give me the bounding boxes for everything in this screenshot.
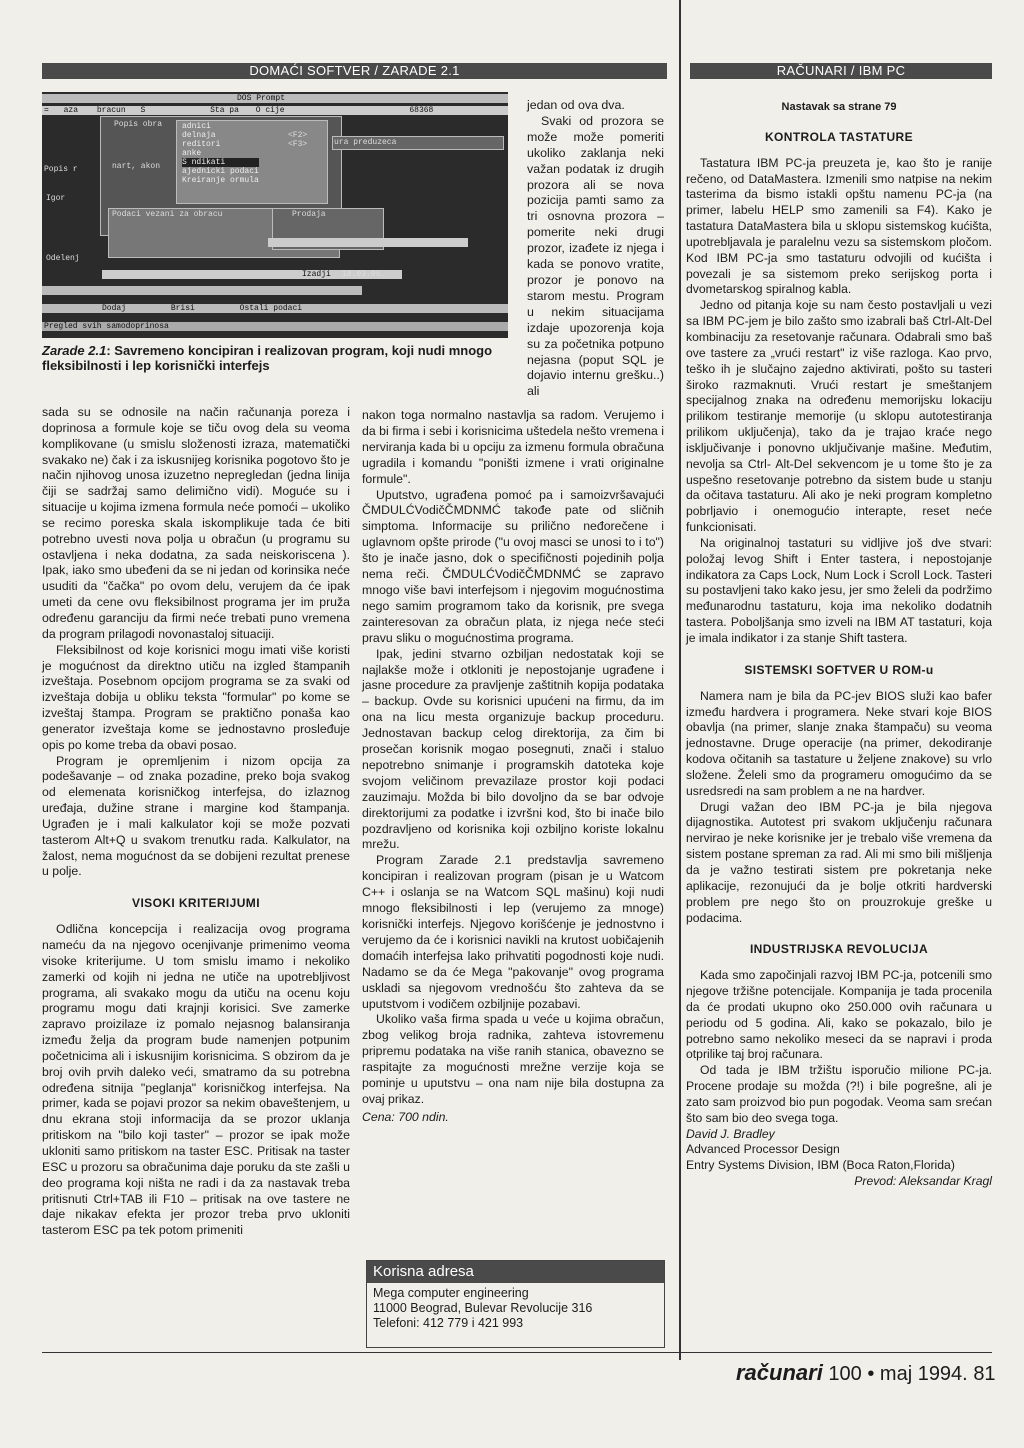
shortcut-label: <F2> — [288, 131, 308, 140]
paragraph: Fleksibilnost od koje korisnici mogu imati više koristi je mogućnost da direktno utiču na izgled štampanih izveštaja. Posebnom opcijom programa se za svaki od izveštaja dobija u obliku teksta "formular" po kome se izveštaj štampa. Program se praktično ponaša kao generator izveštaja kome se jednostavno prosleđuje opis po kome treba da obavi posao. — [42, 642, 350, 752]
paragraph: Na originalnoj tastaturi su vidljive još dve stvari: položaj levog Shift i Enter tastera, i nepostojanje indikatora za Caps Lock, Num Lock i Scroll Lock. Tasteri su postavljeni tako kako jesu, jer smo želeli da podržimo međunarodnu tastaturu, koja ima nekoliko dodatnih tastera. Poboljšanja smo izveli na IBM AT tastaturi, koja je imala indikator i za stanje Shift tastera. — [686, 535, 992, 645]
author-line: Advanced Processor Design — [686, 1142, 840, 1157]
caption-label: Zarade 2.1 — [42, 343, 107, 358]
side-label: nart, akon — [112, 162, 161, 171]
column-1 — [42, 405, 350, 1239]
shortcut-label: <F3> — [288, 140, 308, 149]
figure-caption — [42, 343, 508, 373]
menu-item: S — [140, 106, 146, 115]
paragraph: Drugi važan deo IBM PC-ja je bila njegova dijagnostika. Autotest pri svakom uključenju računara nervirao je neke korisnike jer je trebalo više vremena da sistem postane spreman za rad. Ali mi smo bili mišljenja da je važno testirati sistem pre pokretanja neke aplikacije, rezonujući da je bolje otkriti hardverski problem pre nego što on prouzrokuje greške u podacima. — [686, 799, 992, 925]
address-box — [366, 1260, 665, 1348]
menu-item: aza — [63, 106, 79, 115]
dos-window-title: DOS Prompt — [237, 94, 286, 103]
continued-note: Nastavak sa strane 79 — [781, 101, 897, 113]
paragraph: jedan od ova dva. — [527, 98, 625, 112]
paragraph: Od tada je IBM tržištu isporučio milione PC-ja. Procene prodaje su možda (?!) i bile pogrešne, ali je zato sam proizvod bio pun pogodak. Veoma sam srećan što sam bio deo svega toga. — [686, 1063, 992, 1125]
dialog-button: Izadji — [302, 270, 331, 279]
popup-menu-item: ajednicki podaci — [182, 167, 259, 176]
address-box-title: Korisna adresa — [367, 1261, 664, 1283]
address-line: Mega computer engineering — [373, 1286, 529, 1300]
page-number: 81 — [973, 1363, 996, 1385]
column-2 — [362, 408, 664, 1126]
section-heading: INDUSTRIJSKA REVOLUCIJA — [749, 942, 929, 957]
program-screenshot — [42, 92, 508, 338]
bottom-rule — [42, 1352, 992, 1353]
paragraph: Uputstvo, ugrađena pomoć pa i samoizvršavajući ČMDULĆVodičČMDNMĆ takođe pate od sličnih simptoma. Informacije su prilično neđorečene i uglavnom opšte prirode ("u ovoj masci se unosi to i to") što je inače jasno, dok o specifičnosti pojedinih polja nema reči. ČMDULĆVodičČMDNMĆ se zapravo mnogo više bavi interfejsom i njegovim mogućnostima nego samim programom tako da korisnik, pre svega zainteresovan za obračun plata, iz njega neće steći pravu sliku o mogućnostima programa. — [362, 487, 664, 645]
paragraph: Tastatura IBM PC-ja preuzeta je, kao što je ranije rečeno, od DataMastera. Izmenili smo natpise na nekim tasterima da bismo istakli opštu namenu PC-ja (na primer, labelu HELP smo zamenili sa F4). Kako je tastatura DataMastera bila u sklopu sistemskog kućišta, upotrebljavala je paralelnu vezu sa sistemskom pločom. Kod IBM PC-ja smo tastaturu odvojili od kućišta i povezali je sa sistemom preko serijskog porta i dvometarskog spiralnog kabla. — [686, 155, 992, 297]
popup-title: Popis obra — [114, 120, 163, 129]
menu-item: O cije — [255, 106, 285, 115]
date-field: 18.03.95. — [342, 270, 386, 279]
paragraph: nakon toga normalno nastavlja sa radom. Verujemo i da bi firma i sebi i korisnicima uštedela nešto vremena i nerviranja kada bi u opciju za izmenu formula obračuna ugradila i komandu "poništi izmene i vrati originalne formule". — [362, 408, 664, 486]
popup-menu-item: anke — [182, 149, 202, 158]
popup-menu-item: reditori — [182, 140, 221, 149]
page-footer — [736, 1360, 996, 1386]
side-label: Odelenj — [46, 254, 80, 263]
paragraph: Namera nam je bila da PC-jev BIOS služi kao bafer između hardvera i programera. Neke stvari koje BIOS obavlja (na primer, slanje znaka štampaču) su veoma jednostavne. Druge operacije (na primer, dekodiranje kodova očitanih sa tastature u željene znakove) su vrlo složene. Želeli smo da programeru omogućimo da se usredsredi na sam problem a ne na hardver. — [686, 688, 992, 798]
column-2-top — [527, 98, 664, 400]
paragraph: Jedno od pitanja koje su nam često postavljali u vezi sa IBM PC-jem je bilo zašto smo izabrali baš Ctrl-Alt-Del kombinaciju za resetovanje računara. Odabrali smo baš ove tastere za „vrući restart" iz više razloga. Kao prvo, teško ih je slučajno zajedno aktivirati, pošto su tasteri široko razmaknuti. Vrući restart je smeštanjem specijalnog znaka na određenu memorijsku lokaciju prilikom testiranje memorije (u sklopu autotestiranja prilikom uključenja), tako da je trajao kraće nego isključivanje i ponovno uključivanje mašine. Međutim, nevolja sa Ctrl- Alt-Del sekvencom je u tome što je za uspešno resetovanje potrebno da sistem bude u stanju da očitava tastaturu. Ali ako je neki program kompletno pobrljavio i onemogućio interapte, reset neće funkcionisati. — [686, 298, 992, 535]
paragraph: Ipak, jedini stvarno ozbiljan nedostatak koji se najlakše može i otkloniti je nepostojanje ugrađene i jasne procedure za pravljenje zaštitnih kopija podataka – backup. Ovde su korisnici upućeni na firmu, da im ona na licu mesta organizuje backup proceduru. Jednostavan backup celog direktorija, za čim bi prosečan korisnik mogao posegnuti, znači i staluo nepotrebno snimanje i programskih datoteka koje svojom veličinom prevazilaze prostor koji podaci zauzimaju. Možda bi bilo dovoljno da se bar odvoje direktorijumi za podatke i izvršni kod, što bi inače bilo pozdravljeno od korisnika koji ozbiljno koriste lokalnu mrežu. — [362, 646, 664, 852]
price: Cena: 700 ndin. — [362, 1109, 449, 1124]
issue-date: maj 1994. — [879, 1363, 968, 1385]
paragraph: Svaki od prozora se može može pomeriti ukoliko zaklanja neki važan podatak iz drugih prozora ali se nova pozicija pamti samo za tri osnovna prozora – pomerite neki drugi prozor, izađete iz njega i kada se ponovo vratite, prozor je ponovo na starom mestu. Program u nekim situacijama izdaje upozorenja koja su za početnika potpuno nejasna (poput SQL je dojavio internu grešku..) ali — [527, 113, 664, 399]
popup-menu-item: delnaja — [182, 131, 216, 140]
side-label: Popis r — [44, 165, 78, 174]
menu-item: 68368 — [409, 106, 434, 115]
right-section-band: RAČUNARI / IBM PC — [690, 63, 992, 79]
caption-text: : Savremeno koncipiran i realizovan program, koji nudi mnogo fleksibilnosti i lep korisnički interfejs — [42, 343, 493, 373]
address-line: Telefoni: 412 779 i 421 993 — [373, 1316, 524, 1330]
left-section-band: DOMAĆI SOFTVER / ZARADE 2.1 — [42, 63, 667, 79]
menu-item: Sta pa — [210, 106, 239, 115]
footer-bullet: • — [867, 1363, 875, 1385]
address-line: 11000 Beograd, Bulevar Revolucije 316 — [373, 1301, 593, 1315]
window-label: Podaci vezani za obracu — [112, 210, 223, 219]
paragraph: Program Zarade 2.1 predstavlja savremeno koncipiran i realizovan program (pisan je u Watcom C++ i oslanja se na Watcom SQL mašinu) koji nudi mnogo fleksibilnosti i lep (verujemo za mnoge) korisnički interfejs. Njegovo korišćenje je jednostvno i verujemo da će i korisnici navikli na krutost uobičajenih domaćih interfejsa lako prihvatiti pogodnosti koje nudi. Nadamo se da će Mega "pakovanje" ovog programa uskladi sa njegovom vrednošću što zahteva da se uputstvom i vodičem ozbiljnije pozabavi. — [362, 853, 664, 1011]
dialog-button: Brisi — [170, 304, 195, 313]
dialog-button: Ostali podaci — [239, 304, 303, 313]
section-heading: KONTROLA TASTATURE — [764, 129, 914, 144]
paragraph: sada su se odnosile na način računanja poreza i doprinosa a formule koje se tiču ovog dela su veoma komplikovane (u smislu složenosti izraza, matematički svakako ne) čak i za iskusnijeg korisnika pogotovo što je način njihovog unosa izuzetno nepregledan (jedna linija čiji se sadržaj samo delimično vidi). Moguće su i situacije u kojima izmena formula neće pomoći – ukoliko se recimo poreska skala iskomplikuje tada će biti potrebno uvesti nova polja u obračun (u programu su ostavljena i neka dodatna, za sada neiskoriscena ). Ipak, iako smo ubeđeni da se ni jedan od korinsika neće usuditi da "čačka" po ovom delu, verujem da će ipak umeti da cene ovu fleksibilnost programa jer im pruža određenu garanciju da firmi neće trebati puno vremena da program prilagodi novonastaloj situaciji. — [42, 405, 350, 641]
paragraph: Program je opremljenim i nizom opcija za podešavanje – od znaka pozadine, preko boja svakog od elemenata korisničkog interfejsa, do izlaznog uređaja, dužine strane i margine kod štampanja. Ugrađen je i mali kalkulator koji se može pozvati tasterom Alt+Q u svakom trenutku rada. Kalkulator, na žalost, nema mogućnost da se dobijeni rezultat prenese u polje. — [42, 753, 350, 879]
popup-menu-item: adnici — [182, 122, 211, 131]
paragraph: Kada smo započinjali razvoj IBM PC-ja, potcenili smo njegove tržišne potencijale. Kompanija je tada procenila da će prodati ukupno oko 250.000 ovih računara u periodu od 5 godina. Ali, kako se pokazalo, bilo je potrebno samo nekoliko meseci da se napravi i proda otprilike taj broj računara. — [686, 968, 992, 1062]
magazine-name: računari — [736, 1360, 823, 1385]
status-line: Pregled svih samodoprinosa — [44, 322, 169, 331]
column-3 — [686, 98, 992, 1190]
column-divider — [679, 0, 681, 1360]
translator: Prevod: Aleksandar Kragl — [854, 1174, 992, 1189]
dialog-button: Dodaj — [102, 304, 127, 313]
paragraph: Ukoliko vaša firma spada u veće u kojima obračun, zbog velikog broja radnika, zahteva istovremenu pripremu podataka na više ranih stanica, obavezno se raspitajte za mogućnosti mrežne verzije koja se pominje u uputstvu – ona nam nije bila dostupna za ovaj prikaz. — [362, 1012, 664, 1106]
window-label: Prodaja — [292, 210, 326, 219]
window-label: ura preduzeca — [334, 138, 397, 147]
paragraph: Odlična koncepcija i realizacija ovog programa nameću da na njegovo ocenjivanje primenimo veoma visoke kriterijume. U tom smislu imamo i nekoliko zamerki od kojih ni jedna ne utiče na upotrebljivost programa, ali svakako mogu da utiču na ocenu koju programu mogu dati krajnji korisici. Sve zamerke zapravo proizilaze iz pomalo nejasnog balansiranja između želja da program bude namenjen potpunim početnicima ali i iskusnijim korisnicima. S obzirom da je broj ovih prvih daleko veći, smatramo da su potrebna određena sitnija "peglanja" korisničkog interfejsa. Na primer, kada se pojavi prozor sa nekim obaveštenjem, u dnu ekrana stoji informacija da se prozor uklanja pritiskom na "bilo koji taster" – prozor se ipak može ukloniti samo pritiskom na taster ESC. Pritisak na taster ESC u prozoru sa obračunima daje poruku da ste zašli u deo programa koji ništa ne radi i da za nastavak treba pritisnuti Ctrl+TAB ili F10 – pritisak na ove tastere ne daje nikakav efekta jer prozor treba prvo ukloniti tasterom ESC pa tek potom primeniti — [42, 922, 350, 1238]
popup-menu-item: Kreiranje ormula — [182, 176, 259, 185]
menu-item: bracun — [96, 106, 126, 115]
author-line: Entry Systems Division, IBM (Boca Raton,Florida) — [686, 1158, 955, 1173]
menu-item: = — [44, 106, 49, 115]
section-heading: VISOKI KRITERIJUMI — [132, 896, 260, 911]
side-label: Igor — [46, 194, 66, 203]
popup-menu-item: S ndikati — [182, 158, 259, 167]
section-heading: SISTEMSKI SOFTVER U ROM-u — [744, 662, 934, 677]
author-name: David J. Bradley — [686, 1126, 775, 1141]
issue-number: 100 — [828, 1363, 862, 1385]
